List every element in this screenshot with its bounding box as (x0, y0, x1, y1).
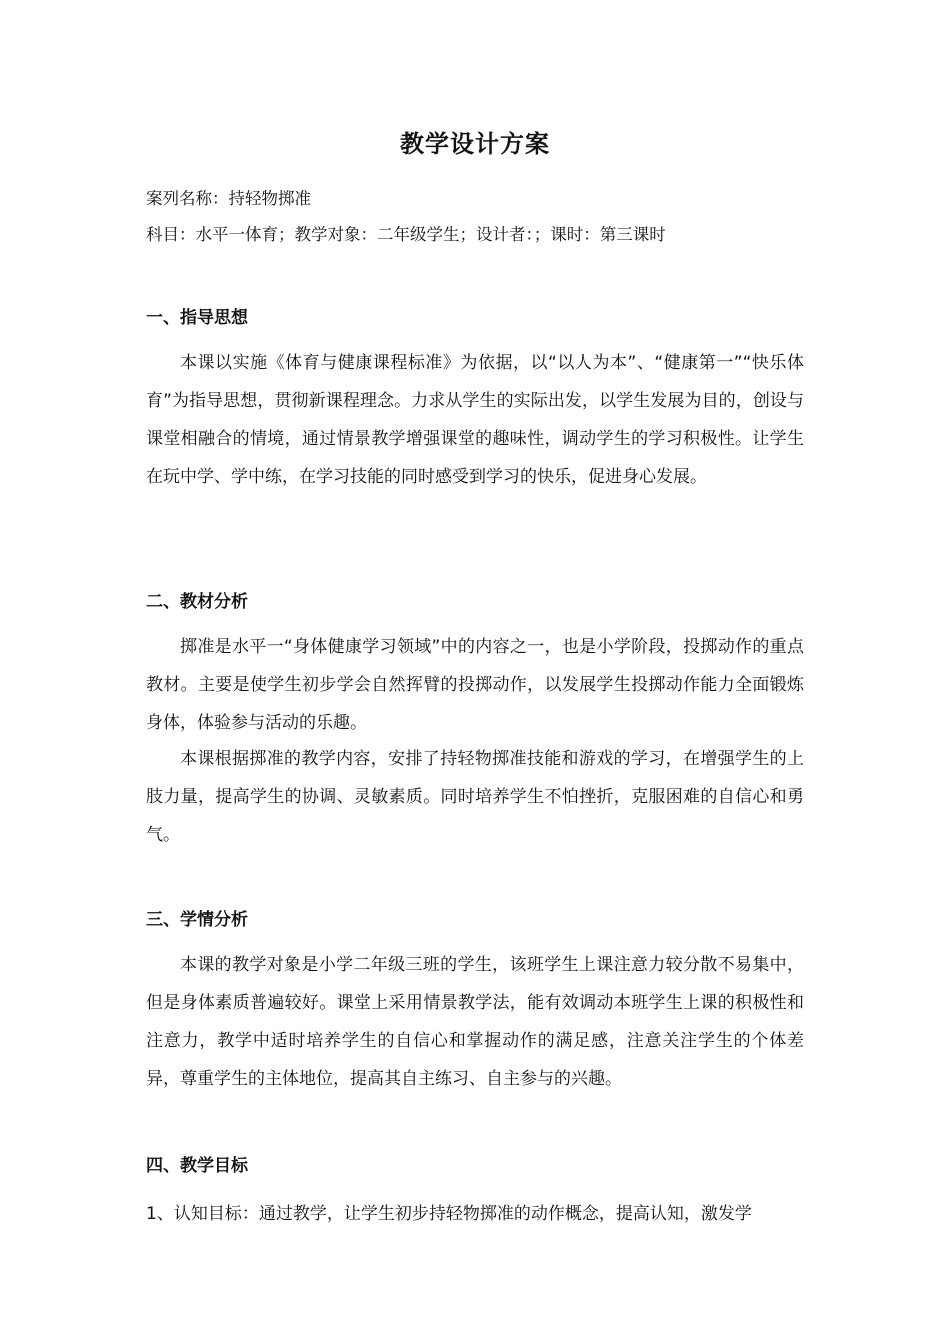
section-heading-teaching-goals: 四、教学目标 (146, 1156, 248, 1176)
course-info-line: 科目：水平一体育；教学对象：二年级学生；设计者：；课时：第三课时 (146, 225, 666, 244)
case-name-line: 案列名称：持轻物掷准 (146, 189, 311, 208)
section-heading-learner-analysis: 三、学情分析 (146, 910, 248, 930)
paragraph-material-analysis-2: 本课根据掷准的教学内容，安排了持轻物掷准技能和游戏的学习，在增强学生的上肢力量，提高学生的协调、灵敏素质。同时培养学生不怕挫折，克服困难的自信心和勇气。 (146, 749, 804, 845)
paragraph-guiding-ideology: 本课以实施《体育与健康课程标准》为依据，以“以人为本”、“健康第一”“快乐体育”为指导思想，贯彻新课程理念。力求从学生的实际出发，以学生发展为目的，创设与课堂相融合的情境，通过情景教学增强课堂的趣味性，调动学生的学习积极性。让学生在玩中学、学中练，在学习技能的同时感受到学习的快乐，促进身心发展。 (146, 353, 804, 487)
section-heading-guiding-ideology: 一、指导思想 (146, 308, 248, 328)
paragraph-material-analysis-1: 掷准是水平一“身体健康学习领域”中的内容之一，也是小学阶段，投掷动作的重点教材。主要是使学生初步学会自然挥臂的投掷动作，以发展学生投掷动作能力全面锻炼身体，体验参与活动的乐趣。 (146, 637, 804, 733)
goal-item-cognitive: 1、认知目标：通过教学，让学生初步持轻物掷准的动作概念，提高认知，激发学 (146, 1204, 752, 1224)
document-title: 教学设计方案 (400, 130, 550, 158)
paragraph-learner-analysis: 本课的教学对象是小学二年级三班的学生，该班学生上课注意力较分散不易集中，但是身体素质普遍较好。课堂上采用情景教学法，能有效调动本班学生上课的积极性和注意力，教学中适时培养学生的自信心和掌握动作的满足感，注意关注学生的个体差异，尊重学生的主体地位，提高其自主练习、自主参与的兴趣。 (146, 955, 804, 1089)
section-heading-material-analysis: 二、教材分析 (146, 592, 248, 612)
